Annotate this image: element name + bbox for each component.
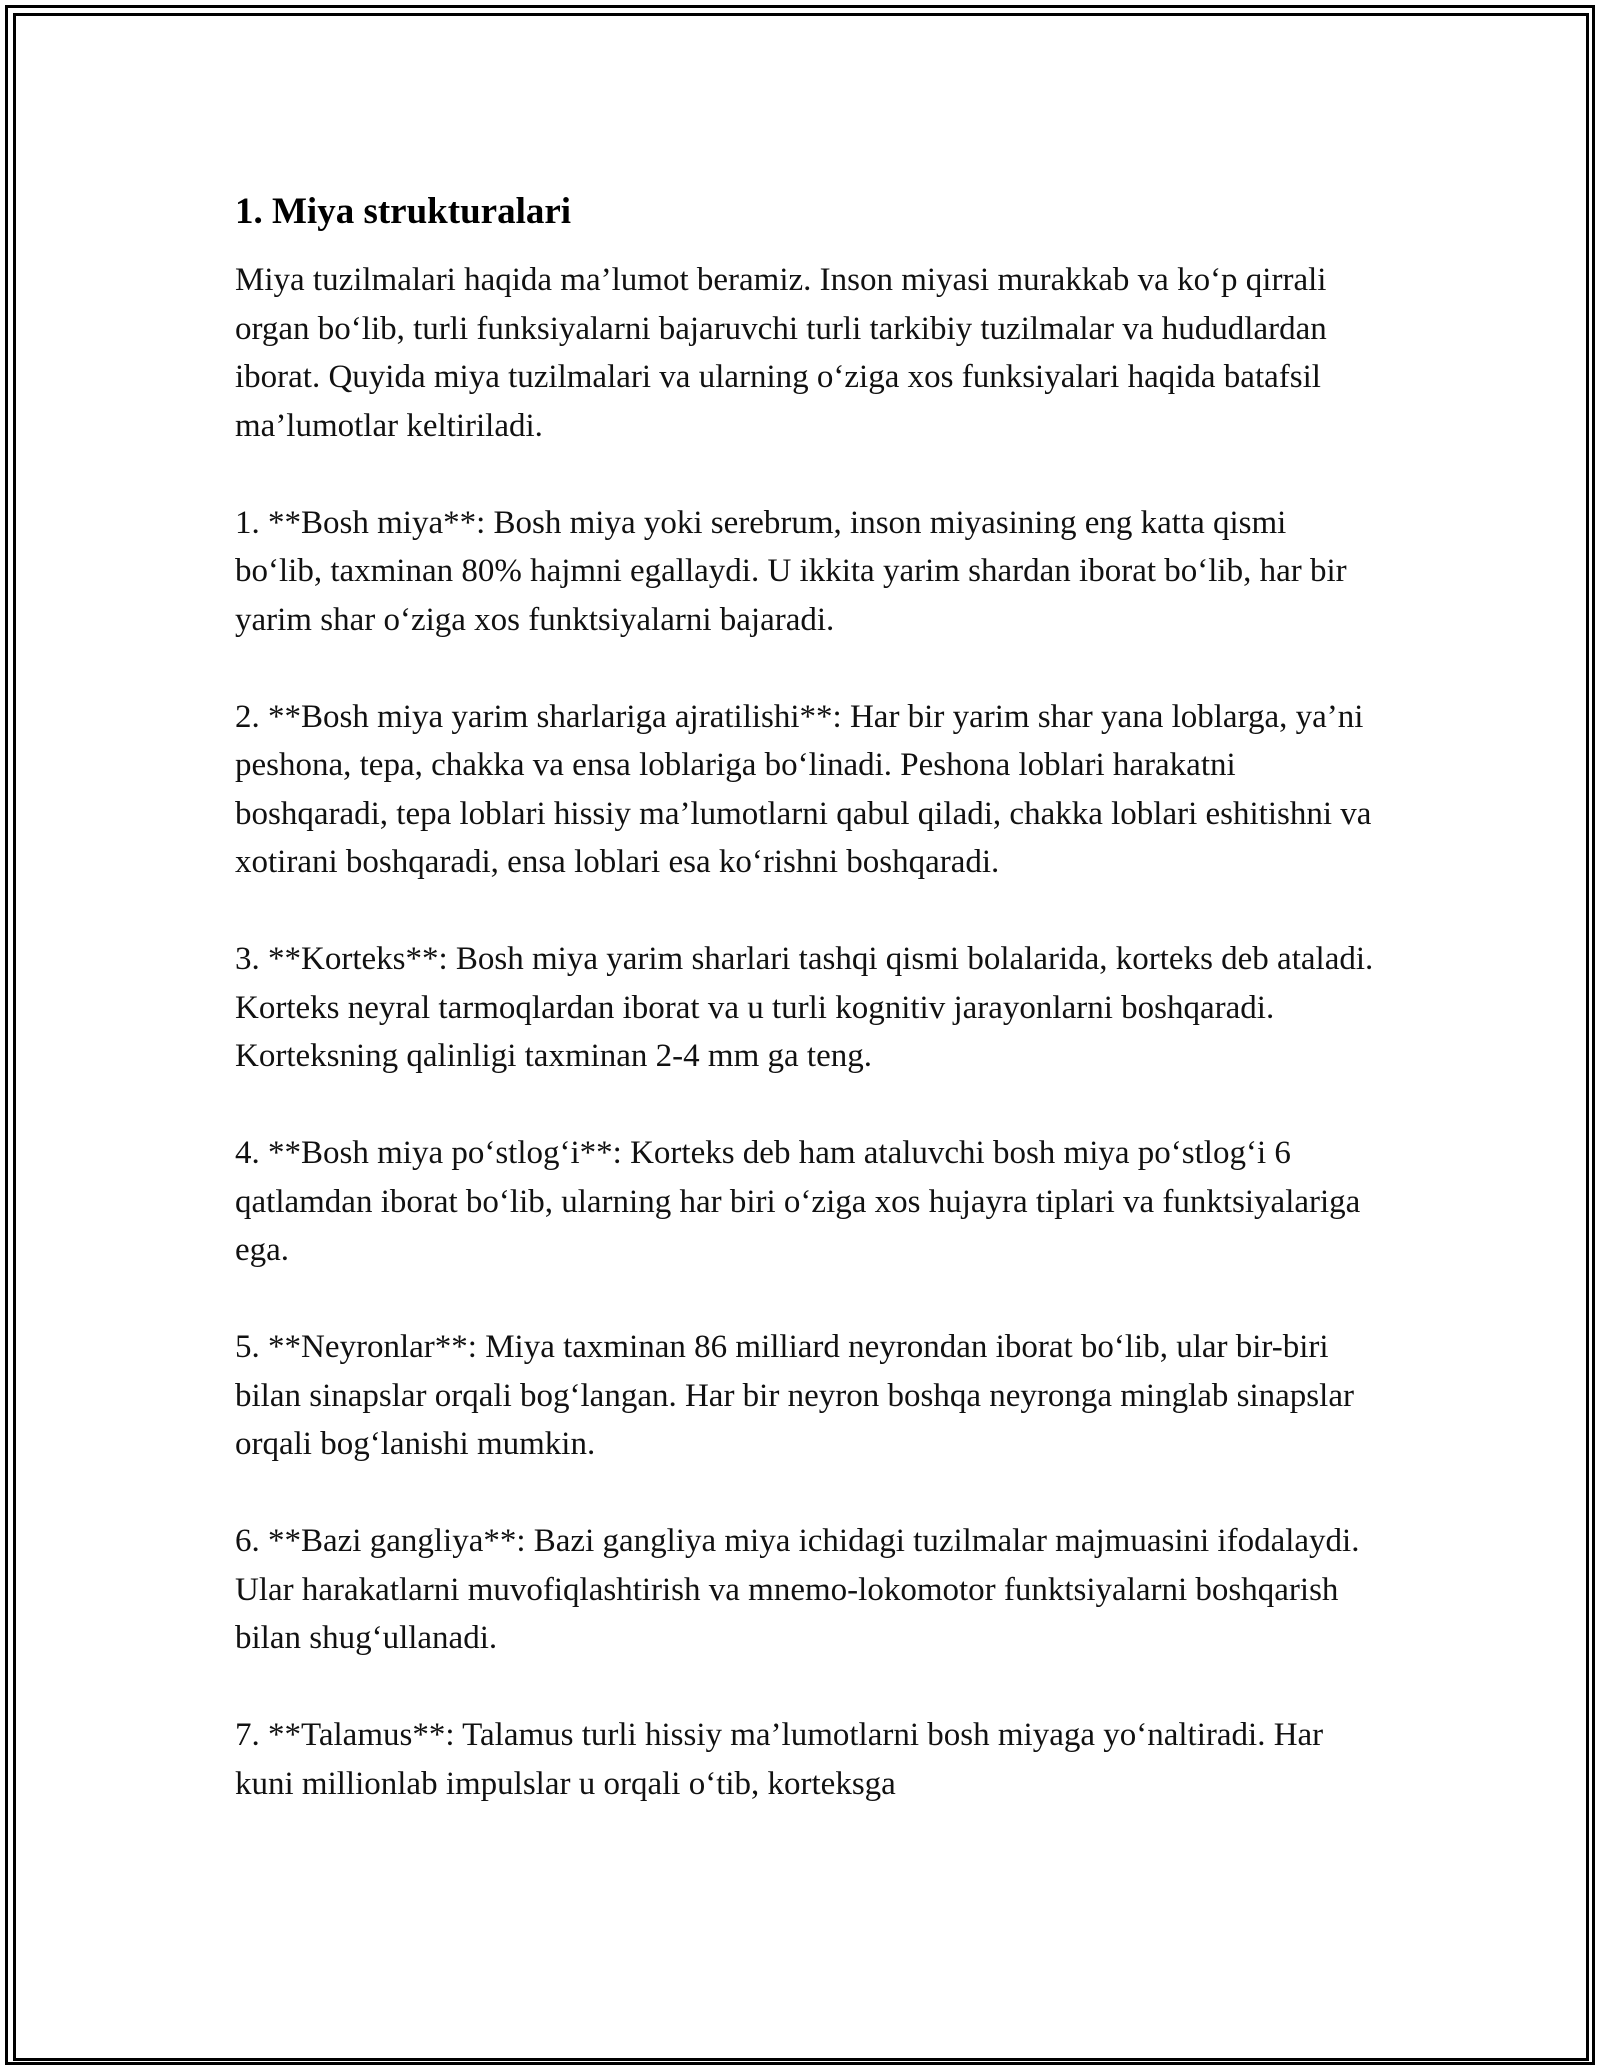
list-item-postlogi: 4. **Bosh miya po‘stlog‘i**: Korteks deb ham ataluvchi bosh miya po‘stlog‘i 6 qatlamdan iborat bo‘lib, ularning har biri o‘ziga xos hujayra tiplari va funktsiyalariga ega.: [235, 1135, 1361, 1268]
list-item-bosh-miya: 1. **Bosh miya**: Bosh miya yoki serebrum, inson miyasining eng katta qismi bo‘lib, taxminan 80% hajmni egallaydi. U ikkita yarim shardan iborat bo‘lib, har bir yarim shar o‘ziga xos funktsiyalarni bajaradi.: [235, 504, 1347, 638]
list-item-talamus: 7. **Talamus**: Talamus turli hissiy ma’lumotlarni bosh miyaga yo‘naltiradi. Har kuni millionlab impulslar u orqali o‘tib, korteksga: [235, 1717, 1324, 1802]
document-body: [235, 188, 1375, 1857]
list-item-bazi-gangliya: 6. **Bazi gangliya**: Bazi gangliya miya ichidagi tuzilmalar majmuasini ifodalaydi. Ular harakatlarni muvofiqlashtirish va mnemo-lokomotor funktsiyalarni boshqarish bilan shug‘ullanadi.: [235, 1523, 1360, 1656]
intro-paragraph: Miya tuzilmalari haqida ma’lumot beramiz. Inson miyasi murakkab va ko‘p qirrali organ bo‘lib, turli funksiyalarni bajaruvchi turli tarkibiy tuzilmalar va hududlardan iborat. Quyida miya tuzilmalari va ularning o‘ziga xos funksiyalari haqida batafsil ma’lumotlar keltiriladi.: [235, 262, 1327, 444]
list-item-korteks: 3. **Korteks**: Bosh miya yarim sharlari tashqi qismi bolalarida, korteks deb ataladi. Korteks neyral tarmoqlardan iborat va u turli kognitiv jarayonlarni boshqaradi. Korteksning qalinligi taxminan 2-4 mm ga teng.: [235, 941, 1374, 1074]
list-item-neyronlar: 5. **Neyronlar**: Miya taxminan 86 milliard neyrondan iborat bo‘lib, ular bir-biri bilan sinapslar orqali bog‘langan. Har bir neyron boshqa neyronga minglab sinapslar orqali bog‘lanishi mumkin.: [235, 1329, 1354, 1462]
section-heading: 1. Miya strukturalari: [235, 191, 572, 232]
list-item-yarim-sharlar: 2. **Bosh miya yarim sharlariga ajratilishi**: Har bir yarim shar yana loblarga, ya’ni peshona, tepa, chakka va ensa loblariga bo‘linadi. Peshona loblari harakatni boshqaradi, tepa loblari hissiy ma’lumotlarni qabul qiladi, chakka loblari eshitishni va xotirani boshqaradi, ensa loblari esa ko‘rishni boshqaradi.: [235, 698, 1372, 880]
